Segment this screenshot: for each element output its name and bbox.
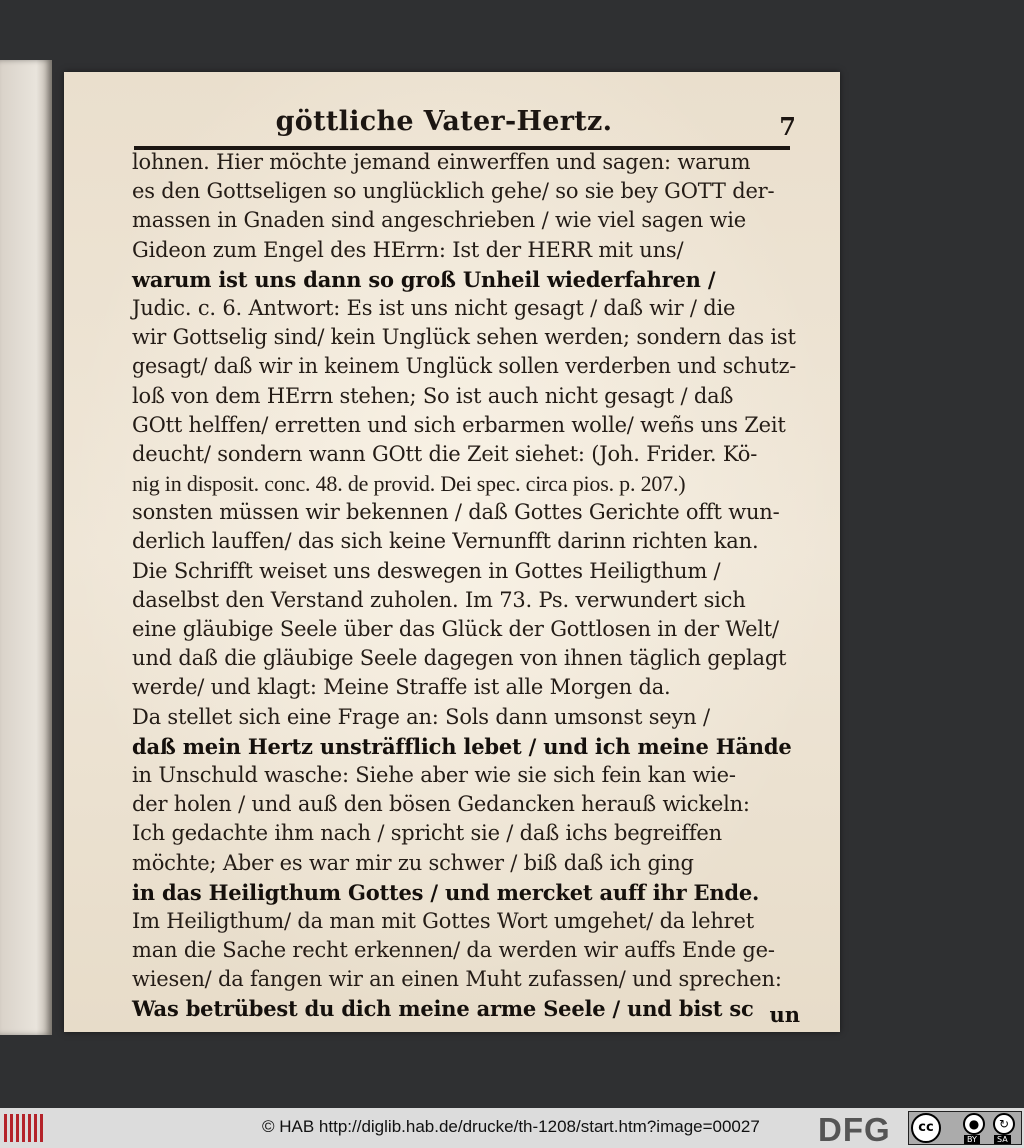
text-line: derlich lauffen/ das sich keine Vernunfft darinn richten kan. <box>132 529 759 554</box>
text-line: loß von dem HErrn stehen; So ist auch nicht gesagt / daß <box>132 383 734 408</box>
text-line: lohnen. Hier möchte jemand einwerffen und sagen: warum <box>132 150 751 174</box>
text-line: daselbst den Verstand zuholen. Im 73. Ps. verwundert sich <box>132 587 746 612</box>
text-line: Die Schrifft weiset uns deswegen in Gottes Heiligthum / <box>132 558 721 583</box>
text-line: werde/ und klagt: Meine Straffe ist alle Morgen da. <box>132 675 671 700</box>
running-head <box>64 106 840 146</box>
share-alike-icon: ↻ <box>993 1113 1015 1135</box>
cc-icon: cc <box>911 1113 941 1143</box>
person-icon: ● <box>963 1113 985 1135</box>
text-line: der holen / und auß den bösen Gedancken herauß wickeln: <box>132 792 750 817</box>
text-line: und daß die gläubige Seele dagegen von ihnen täglich geplagt <box>132 646 787 671</box>
text-line: nig in disposit. conc. 48. de provid. Dei spec. circa pios. p. 207.) <box>132 471 686 497</box>
text-line: warum ist uns dann so groß Unheil wiederfahren / <box>132 266 716 292</box>
text-line: gesagt/ daß wir in keinem Unglück sollen verderben und schutz- <box>132 354 797 379</box>
text-line: daß mein Hertz unsträfflich lebet / und ich meine Hände <box>132 733 792 759</box>
text-line: Judic. c. 6. Antwort: Es ist uns nicht gesagt / daß wir / die <box>132 295 736 320</box>
text-line: Da stellet sich eine Frage an: Sols dann umsonst seyn / <box>132 704 710 729</box>
page-number: 7 <box>779 112 796 141</box>
text-line: möchte; Aber es war mir zu schwer / biß daß ich ging <box>132 850 694 875</box>
running-head-title: göttliche Vater-Hertz. <box>275 106 613 137</box>
text-line: sonsten müssen wir bekennen / daß Gottes Gerichte offt wun- <box>132 500 780 525</box>
text-line: es den Gottseligen so unglücklich gehe/ so sie bey GOTT der- <box>132 179 775 204</box>
book-page <box>64 72 840 1032</box>
text-line: Was betrübest du dich meine arme Seele / und bist sc <box>132 996 754 1022</box>
body-text <box>132 148 796 1024</box>
catchword: un <box>769 1002 800 1027</box>
hab-logo-icon <box>4 1114 44 1142</box>
footer-bar <box>0 1108 1024 1148</box>
text-line: in Unschuld wasche: Siehe aber wie sie sich fein kan wie- <box>132 762 736 787</box>
text-line: man die Sache recht erkennen/ da werden wir auffs Ende ge- <box>132 938 775 963</box>
text-line: massen in Gnaden sind angeschrieben / wie viel sagen wie <box>132 208 747 233</box>
text-line: wir Gottselig sind/ kein Unglück sehen werden; sondern das ist <box>132 325 796 350</box>
sa-label: SA <box>994 1135 1011 1144</box>
text-line: Gideon zum Engel des HErrn: Ist der HERR mit uns/ <box>132 237 684 262</box>
dfg-logo: DFG <box>818 1111 891 1148</box>
text-line: eine gläubige Seele über das Glück der Gottlosen in der Welt/ <box>132 617 779 641</box>
text-line: in das Heiligthum Gottes / und mercket auff ihr Ende. <box>132 879 760 905</box>
text-line: Ich gedachte ihm nach / spricht sie / daß ichs begreiffen <box>132 821 722 846</box>
previous-page-edge <box>0 60 52 1035</box>
text-line: deucht/ sondern wann GOtt die Zeit siehet: (Joh. Frider. Kö- <box>132 441 758 466</box>
by-label: BY <box>964 1135 980 1144</box>
text-line: Im Heiligthum/ da man mit Gottes Wort umgehet/ da lehret <box>132 908 754 933</box>
text-line: GOtt helffen/ erretten und sich erbarmen wolle/ weñs uns Zeit <box>132 412 786 437</box>
attribution-link[interactable]: © HAB http://diglib.hab.de/drucke/th-1208/start.htm?image=00027 <box>262 1117 760 1136</box>
cc-license-badge[interactable] <box>908 1111 1022 1145</box>
text-line: wiesen/ da fangen wir an einen Muht zufassen/ und sprechen: <box>132 967 782 992</box>
